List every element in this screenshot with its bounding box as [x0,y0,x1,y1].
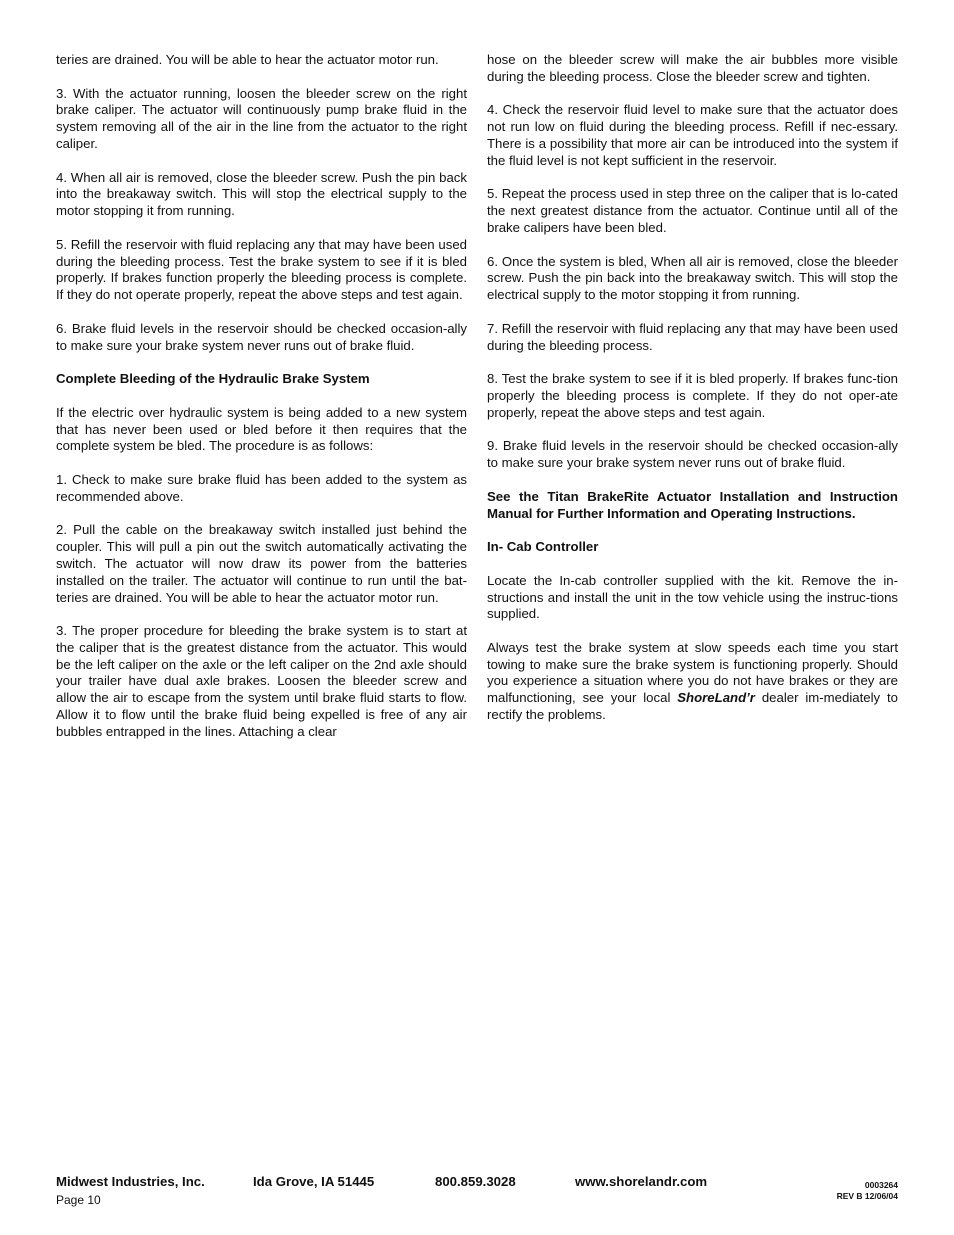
left-paragraph-7: 1. Check to make sure brake fluid has been added to the system as recommended above. [56,471,467,504]
right-paragraph-6: 8. Test the brake system to see if it is bled properly. If brakes func-tion properly the bleeding process is complete. If they do not oper-ate properly, repeat the above steps and test again. [487,371,898,420]
footer-website: www.shorelandr.com [575,1174,708,1189]
left-paragraph-9: 3. The proper procedure for bleeding the brake system is to start at the caliper that is the greatest distance from the actuator. This would be the left caliper on the axle or the left caliper on the 2nd axle should your trailer have dual axle brakes. Loosen the bleeder screw and allow the air to escape from the system until brake fluid starts to flow. Allow it to flow until the brake fluid being expelled is free of any air bubbles entrapped in the lines. Attaching a clear [56,623,467,739]
page-number: Page 10 [56,1193,101,1207]
footer-location: Ida Grove, IA 51445 [253,1174,375,1189]
left-paragraph-8: 2. Pull the cable on the breakaway switch installed just behind the coupler. This will pull a pin out the switch automatically activating the switch. The actuator will now draw its power from the batteries installed on the trailer. The actuator will continue to run until the bat-teries are drained. You will be able to hear the actuator motor run. [56,522,467,605]
revision-date: REV B 12/06/04 [836,1191,898,1201]
left-paragraph-4: 5. Refill the reservoir with fluid replacing any that may have been used during the bleeding process. Test the brake system to see if it is bled properly. If brakes function properly the bleeding process is complete. If they do not operate properly, repeat the above steps and test again. [56,236,467,303]
section-heading-in-cab-controller: In- Cab Controller [487,539,599,555]
right-column [487,52,898,741]
document-number: 0003264 [864,1180,898,1190]
footer-phone: 800.859.3028 [435,1174,516,1189]
left-column [56,52,467,757]
right-paragraph-10 [487,640,898,724]
right-paragraph-5: 7. Refill the reservoir with fluid replacing any that may have been used during the bleeding process. [487,320,898,353]
left-paragraph-2: 3. With the actuator running, loosen the bleeder screw on the right brake caliper. The actuator will continuously pump brake fluid in the system removing all of the air in the line from the actuator to the right caliper. [56,85,467,151]
right-paragraph-1: hose on the bleeder screw will make the air bubbles more visible during the bleeding process. Close the bleeder screw and tighten. [487,52,898,84]
left-paragraph-5: 6. Brake fluid levels in the reservoir should be checked occasion-ally to make sure your brake system never runs out of brake fluid. [56,320,467,353]
right-paragraph-10-text: Always test the brake system at slow speeds each time you start towing to make sure the brake system is functioning properly. Should you experience a situation where you do not have brakes or they are malfunctioning, see your local [487,639,898,706]
right-paragraph-10-tail: dealer im-mediately to rectify the problems. [487,690,898,723]
brand-name: ShoreLand’r [677,690,755,706]
section-heading-complete-bleeding: Complete Bleeding of the Hydraulic Brake System [56,371,370,387]
page-footer [56,1174,898,1214]
right-paragraph-2: 4. Check the reservoir fluid level to make sure that the actuator does not run low on fluid during the bleeding process. Refill if nec-essary. There is a possibility that more air can be introduced into the system if the fluid level is not kept sufficient in the reservoir. [487,102,898,168]
right-paragraph-4: 6. Once the system is bled, When all air is removed, close the bleeder screw. Push the pin back into the breakaway switch. This will stop the electrical supply to the motor stopping it from running. [487,253,898,303]
right-paragraph-9: Locate the In-cab controller supplied with the kit. Remove the in-structions and install the unit in the tow vehicle using the instruc-tions supplied. [487,572,898,622]
left-paragraph-1: teries are drained. You will be able to hear the actuator motor run. [56,52,439,67]
manual-reference-note: See the Titan BrakeRite Actuator Installation and Instruction Manual for Further Information and Operating Instructions. [487,488,898,521]
right-paragraph-7: 9. Brake fluid levels in the reservoir should be checked occasion-ally to make sure your brake system never runs out of brake fluid. [487,438,898,471]
document-info [837,1180,898,1202]
footer-company: Midwest Industries, Inc. [56,1174,205,1189]
left-paragraph-6: If the electric over hydraulic system is being added to a new system that has never been used or bled before it then requires that the complete system be bled. The procedure is as follows: [56,404,467,454]
right-paragraph-3: 5. Repeat the process used in step three on the caliper that is lo-cated the next greatest distance from the actuator. Continue until all of the brake calipers have been bled. [487,186,898,235]
left-paragraph-3: 4. When all air is removed, close the bleeder screw. Push the pin back into the breakaway switch. This will stop the electrical supply to the motor stopping it from running. [56,169,467,219]
